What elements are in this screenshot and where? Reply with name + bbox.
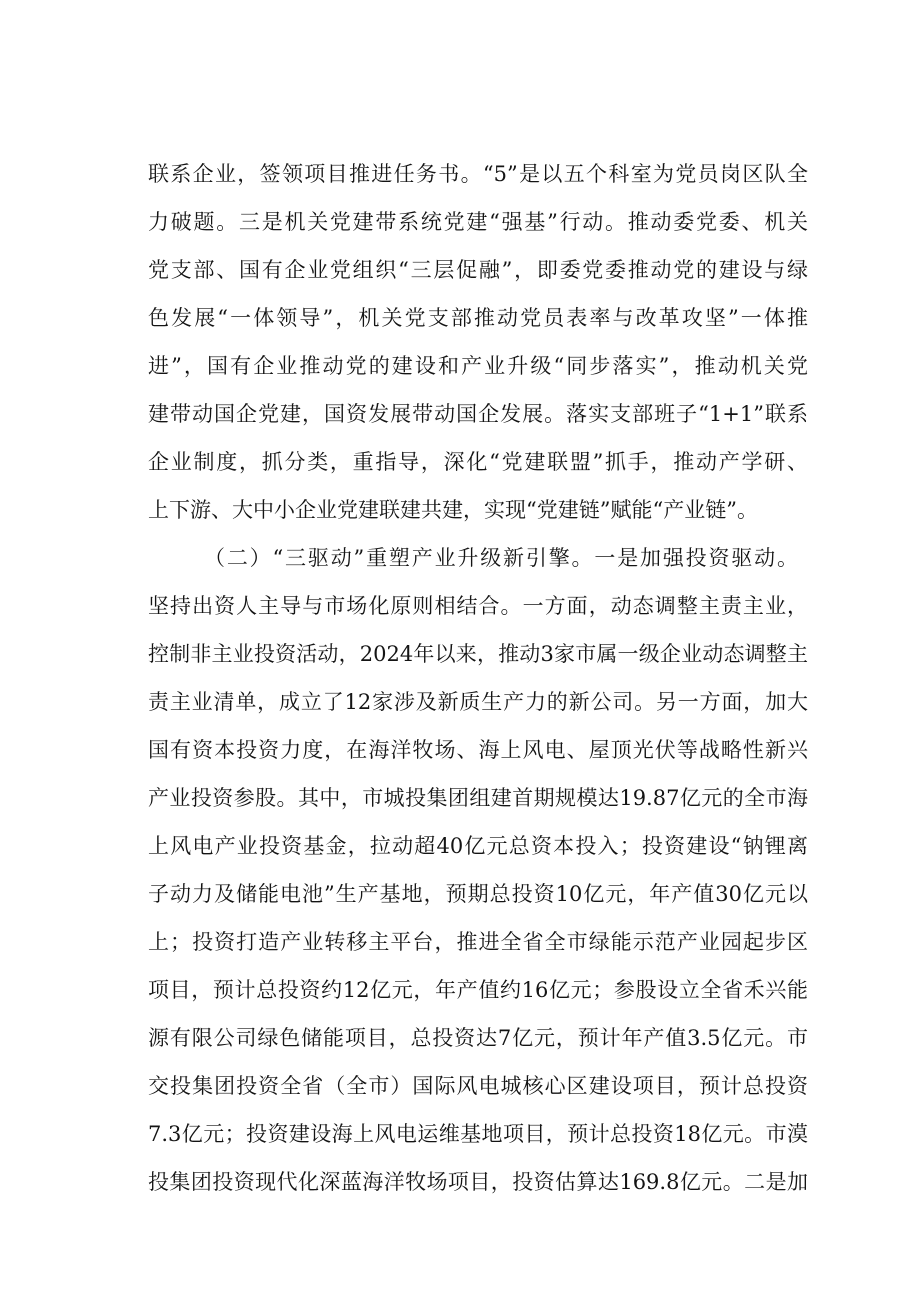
text-line: 投集团投资现代化深蓝海洋牧场项目，投资估算达169.8亿元。二是加 xyxy=(148,1170,808,1194)
text-line: 企业制度，抓分类，重指导，深化“党建联盟”抓手，推动产学研、 xyxy=(148,450,808,474)
section-heading-line: （二）“三驱动”重塑产业升级新引擎。一是加强投资驱动。 xyxy=(204,546,798,570)
text-line: 坚持出资人主导与市场化原则相结合。一方面，动态调整主责主业， xyxy=(148,594,808,618)
text-line: 责主业清单，成立了12家涉及新质生产力的新公司。另一方面，加大 xyxy=(148,690,808,714)
text-line: 控制非主业投资活动，2024年以来，推动3家市属一级企业动态调整主 xyxy=(148,642,808,666)
text-line: 力破题。三是机关党建带系统党建“强基”行动。推动委党委、机关 xyxy=(148,210,808,234)
text-line: 交投集团投资全省（全市）国际风电城核心区建设项目，预计总投资 xyxy=(148,1074,808,1098)
text-line: 建带动国企党建，国资发展带动国企发展。落实支部班子“1+1”联系 xyxy=(148,402,808,426)
text-line: 项目，预计总投资约12亿元，年产值约16亿元；参股设立全省禾兴能 xyxy=(148,978,808,1002)
text-line: 7.3亿元；投资建设海上风电运维基地项目，预计总投资18亿元。市漠 xyxy=(148,1122,808,1146)
text-line: 国有资本投资力度，在海洋牧场、海上风电、屋顶光伏等战略性新兴 xyxy=(148,738,808,762)
text-line: 党支部、国有企业党组织“三层促融”，即委党委推动党的建设与绿 xyxy=(148,258,808,282)
text-line: 上风电产业投资基金，拉动超40亿元总资本投入；投资建设“钠锂离 xyxy=(148,834,808,858)
text-line: 子动力及储能电池”生产基地，预期总投资10亿元，年产值30亿元以 xyxy=(148,882,808,906)
text-line: 上下游、大中小企业党建联建共建，实现“党建链”赋能“产业链”。 xyxy=(148,498,758,522)
text-line: 色发展“一体领导”，机关党支部推动党员表率与改革攻坚”一体推 xyxy=(148,306,808,330)
text-line: 源有限公司绿色储能项目，总投资达7亿元，预计年产值3.5亿元。市 xyxy=(148,1026,808,1050)
text-line: 进”，国有企业推动党的建设和产业升级“同步落实”，推动机关党 xyxy=(148,354,808,378)
text-line: 上；投资打造产业转移主平台，推进全省全市绿能示范产业园起步区 xyxy=(148,930,808,954)
text-line: 联系企业，签领项目推进任务书。“5”是以五个科室为党员岗区队全 xyxy=(148,162,808,186)
text-line: 产业投资参股。其中，市城投集团组建首期规模达19.87亿元的全市海 xyxy=(148,786,808,810)
